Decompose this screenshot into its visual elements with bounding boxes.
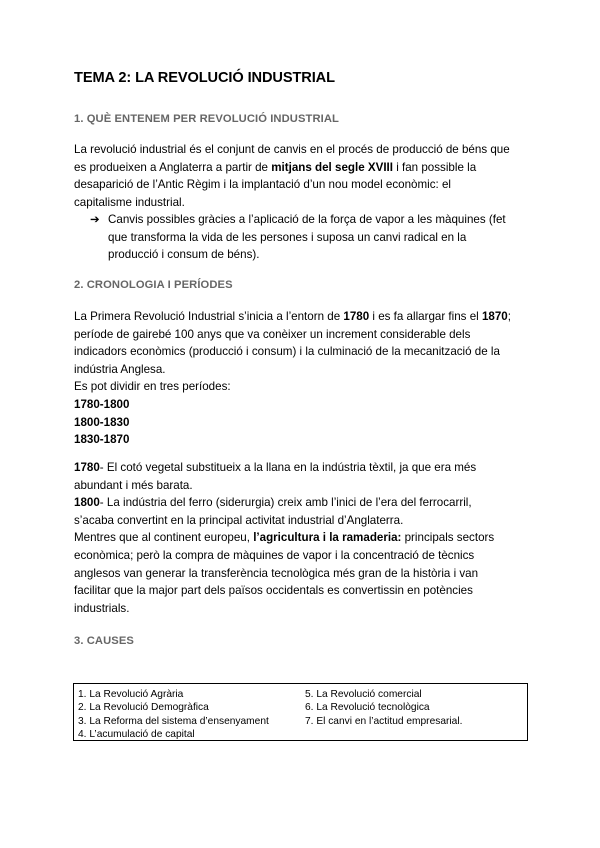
text-line: producció i consum de béns). [108,248,260,262]
cause-item: 3. La Reforma del sistema d’ensenyament [78,715,269,727]
section-2-paragraph [74,308,544,449]
text-line: La Primera Revolució Industrial s’inicia a l’entorn de 1780 i es fa allargar fins el 1870; [74,310,511,323]
section-1-heading: 1. QUÈ ENTENEM PER REVOLUCIÓ INDUSTRIAL [74,113,339,125]
text-line: s’acaba convertint en la principal activitat industrial d’Anglaterra. [74,513,404,527]
period-item: 1830-1870 [74,433,130,447]
text-line: La revolució industrial és el conjunt de canvis en el procés de producció de béns que [74,143,510,156]
causes-table [73,683,528,741]
bullet-item [90,211,540,264]
text-line: abundant i més barata. [74,478,193,492]
text-line: Canvis possibles gràcies a l’aplicació de la força de vapor a les màquines (fet [108,213,506,226]
cause-item: 7. El canvi en l’actitud empresarial. [305,715,463,727]
text-line: que transforma la vida de les persones i suposa un canvi radical en la [108,230,467,244]
section-2-details [74,459,544,617]
section-2-heading: 2. CRONOLOGIA I PERÍODES [74,279,233,291]
text-line: 1780- El cotó vegetal substitueix a la llana en la indústria tèxtil, ja que era més [74,461,477,474]
period-item: 1800-1830 [74,415,130,429]
text-line: econòmica; però la compra de màquines de vapor i la concentració de tècnics [74,548,475,562]
period-item: 1780-1800 [74,397,130,411]
page-title: TEMA 2: LA REVOLUCIÓ INDUSTRIAL [74,70,335,86]
cause-item: 6. La Revolució tecnològica [305,702,430,714]
text-line: indicadors econòmics (producció i consum) i la culminació de la mecanització de la [74,345,500,359]
text-line: 1800- La indústria del ferro (siderurgia) creix amb l’inici de l’era del ferrocarril, [74,496,472,510]
text-line: període de gairebé 100 anys que va conèixer un increment considerable dels [74,327,471,341]
text-line: industrials. [74,601,130,615]
cause-item: 4. L’acumulació de capital [78,729,195,741]
bold-phrase: mitjans del segle XVIII [271,160,393,174]
text-line: Es pot dividir en tres períodes: [74,380,231,394]
causes-right-column [305,688,462,728]
text-line: facilitar que la major part dels països occidentals es convertissin en potències [74,584,473,598]
cause-item: 1. La Revolució Agrària [78,689,184,700]
cause-item: 2. La Revolució Demogràfica [78,702,209,714]
arrow-icon: ➔ [90,213,100,226]
text-line: capitalisme industrial. [74,195,185,209]
causes-left-column [78,688,269,742]
section-3-heading: 3. CAUSES [74,635,134,647]
text-line: desaparició de l’Antic Règim i la implantació d’un nou model econòmic: el [74,178,451,192]
cause-item: 5. La Revolució comercial [305,689,422,700]
text-line: indústria Anglesa. [74,362,166,376]
text-line: es produeixen a Anglaterra a partir de mitjans del segle XVIII i fan possible la [74,160,477,174]
text-line: anglesos van generar la transferència tecnològica més gran de la història i van [74,566,479,580]
section-1-paragraph [74,141,534,211]
text-line: Mentres que al continent europeu, l’agricultura i la ramaderia: principals sectors [74,531,495,545]
